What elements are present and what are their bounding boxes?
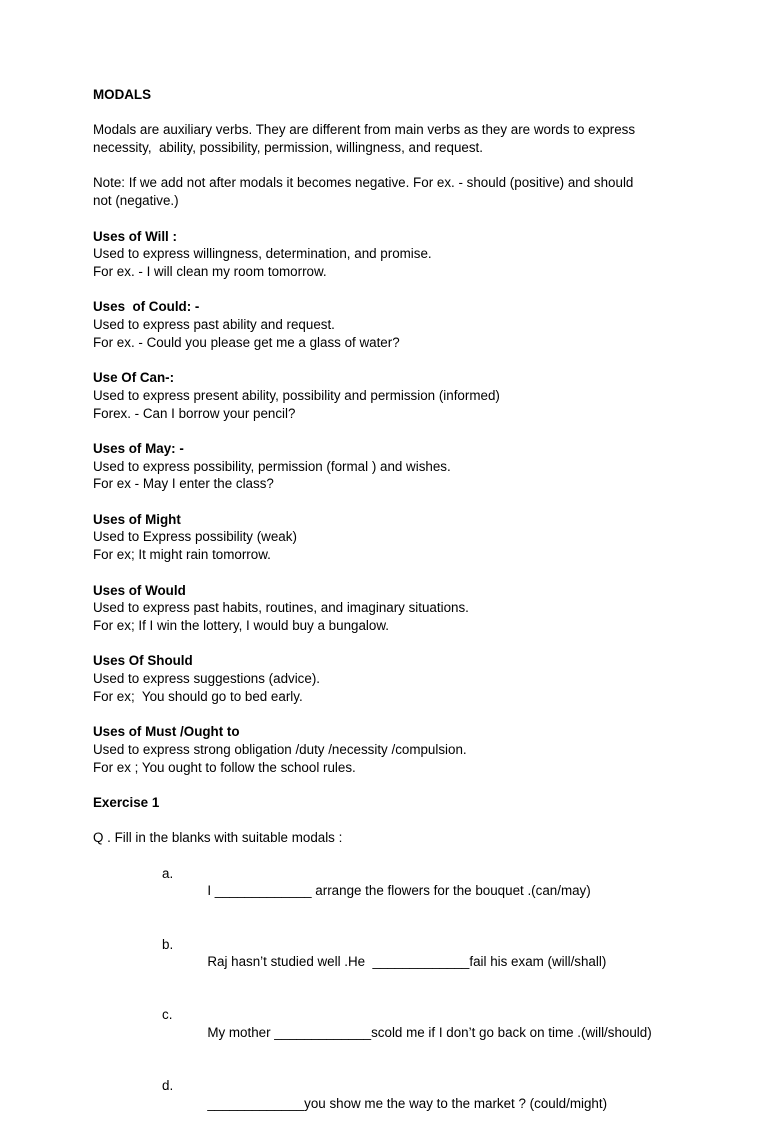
item-text: _____________you show me the way to the market ? (could/might) [207,1095,608,1111]
note-line: not (negative.) [93,193,179,209]
section-line: For ex - May I enter the class? [93,476,274,492]
intro-line: Modals are auxiliary verbs. They are different from main verbs as they are words to express [93,122,636,138]
section-line: Used to express past ability and request. [93,317,335,333]
section-would [93,582,693,635]
section-line: For ex; You should go to bed early. [93,688,303,704]
section-heading: Uses of May: - [93,440,184,456]
section-heading: Use Of Can-: [93,370,175,386]
exercise-title: Exercise 1 [93,794,160,810]
section-heading: Uses of Must /Ought to [93,724,240,740]
item-marker: d. [162,1078,174,1094]
section-heading: Uses of Will : [93,228,177,244]
exercise-item [93,989,693,1060]
exercise-item [93,1059,693,1130]
section-line: For ex; It might rain tomorrow. [93,547,271,563]
item-text: Raj hasn’t studied well .He _____________fail his exam (will/shall) [207,954,607,970]
section-line: Used to express strong obligation /duty /necessity /compulsion. [93,741,467,757]
section-line: Used to express possibility, permission (formal ) and wishes. [93,458,451,474]
item-text: My mother _____________scold me if I don’t go back on time .(will/should) [207,1025,652,1041]
section-can [93,369,693,422]
exercise-question: Q . Fill in the blanks with suitable modals : [93,830,343,846]
section-will [93,228,693,281]
section-line: For ex; If I win the lottery, I would buy a bungalow. [93,617,389,633]
section-heading: Uses of Could: - [93,299,200,315]
document-page [93,86,693,1130]
section-line: Used to express past habits, routines, and imaginary situations. [93,600,469,616]
section-line: Used to Express possibility (weak) [93,529,297,545]
section-line: For ex. - Could you please get me a glass of water? [93,334,400,350]
exercise-item-list [93,847,693,1130]
section-must-ought-to [93,723,693,776]
exercise-item [93,918,693,989]
item-marker: c. [162,1007,173,1023]
document-title: MODALS [93,87,152,102]
section-line: Used to express present ability, possibility and permission (informed) [93,387,500,403]
section-should [93,652,693,705]
exercise-item [93,847,693,918]
section-could [93,298,693,351]
section-heading: Uses Of Should [93,653,193,669]
section-may [93,440,693,493]
section-line: For ex. - I will clean my room tomorrow. [93,263,327,279]
section-heading: Uses of Would [93,582,186,598]
item-marker: b. [162,936,174,952]
section-might [93,511,693,564]
section-line: For ex ; You ought to follow the school rules. [93,759,356,775]
intro-paragraph [93,121,693,156]
item-text: I _____________ arrange the flowers for the bouquet .(can/may) [207,883,591,899]
item-marker: a. [162,865,174,881]
note-line: Note: If we add not after modals it becomes negative. For ex. - should (positive) and should [93,175,634,191]
intro-line: necessity, ability, possibility, permission, willingness, and request. [93,140,483,156]
note-paragraph [93,174,693,209]
section-line: Used to express willingness, determination, and promise. [93,246,432,262]
section-line: Used to express suggestions (advice). [93,671,321,687]
section-heading: Uses of Might [93,511,181,527]
section-line: Forex. - Can I borrow your pencil? [93,405,296,421]
